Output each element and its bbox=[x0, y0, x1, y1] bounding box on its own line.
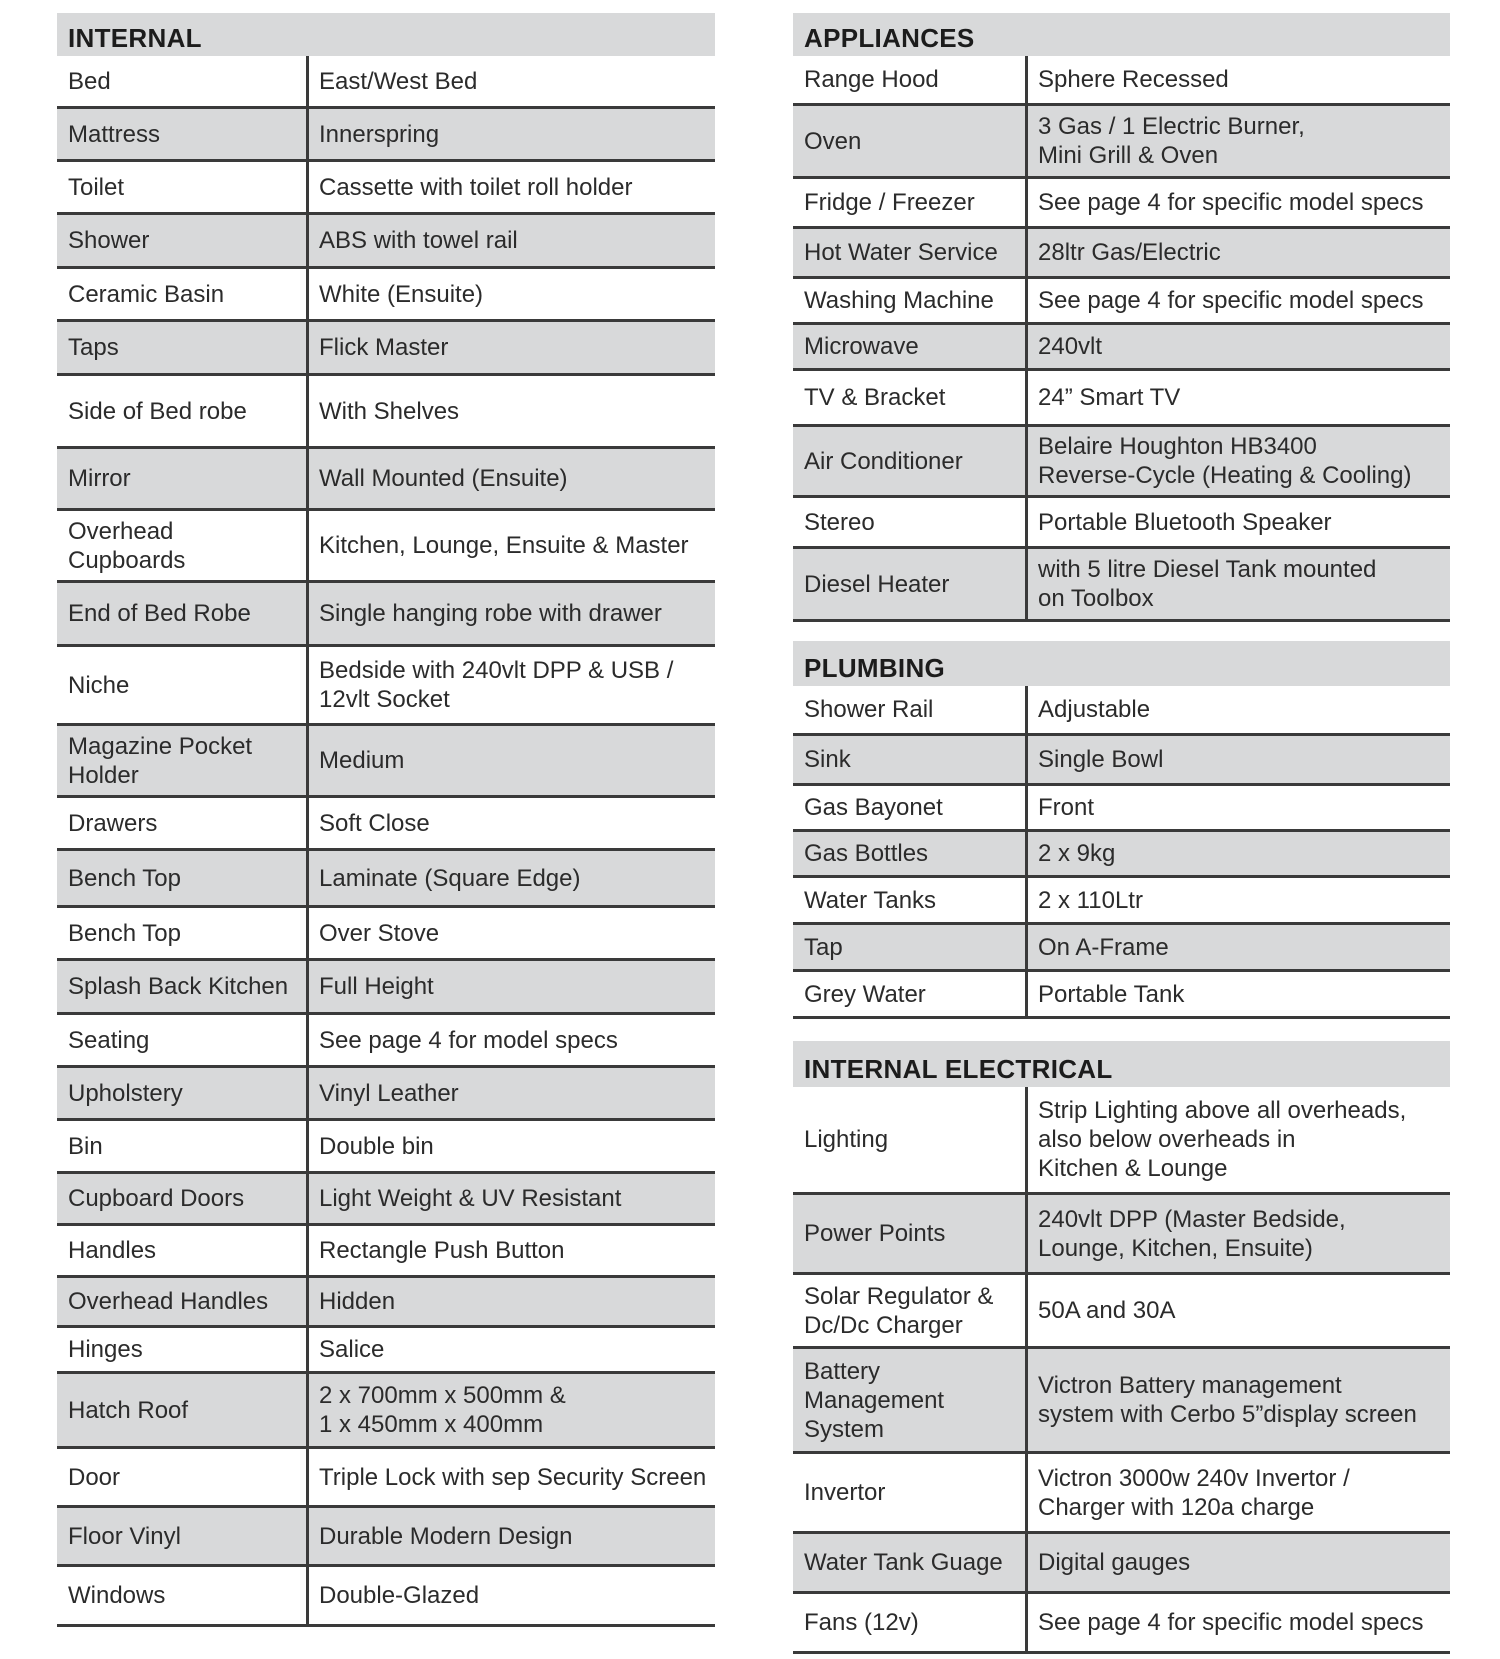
spec-value bbox=[1028, 427, 1450, 495]
spec-row-mirror bbox=[57, 449, 715, 511]
spec-value bbox=[1028, 686, 1450, 733]
spec-value bbox=[1028, 1087, 1450, 1192]
spec-label bbox=[793, 1594, 1028, 1651]
spec-row-tap bbox=[793, 925, 1450, 972]
spec-row-drawers bbox=[57, 798, 715, 851]
spec-label bbox=[57, 1278, 309, 1325]
spec-label-text: Bed bbox=[68, 67, 111, 95]
spec-value bbox=[309, 726, 715, 795]
spec-value bbox=[309, 1278, 715, 1325]
spec-label-text: Solar Regulator & Dc/Dc Charger bbox=[804, 1282, 994, 1339]
spec-value bbox=[309, 798, 715, 848]
spec-label bbox=[793, 878, 1028, 922]
spec-label bbox=[57, 798, 309, 848]
internal-section bbox=[57, 13, 715, 1627]
spec-row-fridge-freezer bbox=[793, 179, 1450, 229]
spec-label bbox=[793, 1349, 1028, 1451]
spec-value bbox=[309, 376, 715, 446]
spec-label bbox=[57, 1068, 309, 1118]
spec-value-text: 3 Gas / 1 Electric Burner, Mini Grill & Oven bbox=[1038, 113, 1305, 169]
spec-value-text: See page 4 for specific model specs bbox=[1038, 189, 1424, 216]
spec-label-text: Floor Vinyl bbox=[68, 1522, 181, 1550]
spec-value bbox=[309, 109, 715, 159]
spec-label-text: Fans (12v) bbox=[804, 1609, 919, 1636]
spec-value bbox=[309, 1449, 715, 1505]
spec-label-text: Niche bbox=[68, 671, 130, 699]
spec-label bbox=[793, 498, 1028, 546]
spec-label bbox=[793, 279, 1028, 322]
spec-value bbox=[1028, 972, 1450, 1016]
spec-value-text: Over Stove bbox=[319, 919, 440, 947]
spec-label-text: Upholstery bbox=[68, 1079, 183, 1107]
spec-label bbox=[793, 325, 1028, 368]
spec-row-splash-back-kitchen bbox=[57, 961, 715, 1015]
spec-row-overhead-handles bbox=[57, 1278, 715, 1328]
spec-label bbox=[793, 1275, 1028, 1346]
spec-label-text: Microwave bbox=[804, 333, 919, 360]
spec-value bbox=[1028, 1534, 1450, 1591]
spec-row-mattress bbox=[57, 109, 715, 162]
spec-label-text: Shower Rail bbox=[804, 696, 934, 723]
spec-value-text: with 5 litre Diesel Tank mounted on Toolbox bbox=[1038, 556, 1377, 612]
spec-value-text: Belaire Houghton HB3400 Reverse-Cycle (Heating & Cooling) bbox=[1038, 433, 1412, 489]
spec-value bbox=[309, 1121, 715, 1171]
spec-row-toilet bbox=[57, 162, 715, 215]
spec-row-shower bbox=[57, 215, 715, 269]
spec-value-text: Front bbox=[1038, 794, 1095, 821]
spec-label-text: TV & Bracket bbox=[804, 384, 946, 411]
spec-label bbox=[57, 109, 309, 159]
spec-value-text: Single hanging robe with drawer bbox=[319, 600, 662, 627]
spec-value-text: Single Bowl bbox=[1038, 746, 1164, 773]
spec-label-text: Mirror bbox=[68, 465, 131, 492]
spec-label bbox=[793, 106, 1028, 176]
spec-label-text: Invertor bbox=[804, 1479, 886, 1506]
spec-label bbox=[57, 1121, 309, 1171]
spec-value-text: ABS with towel rail bbox=[319, 227, 518, 254]
spec-value bbox=[1028, 229, 1450, 276]
spec-value-text: 240vlt bbox=[1038, 333, 1103, 360]
spec-row-stereo bbox=[793, 498, 1450, 549]
spec-label bbox=[793, 1195, 1028, 1272]
spec-label-text: Hatch Roof bbox=[68, 1396, 189, 1424]
spec-value-text: Kitchen, Lounge, Ensuite & Master bbox=[319, 532, 689, 559]
spec-value bbox=[1028, 549, 1450, 619]
spec-label bbox=[57, 1226, 309, 1275]
spec-row-bench-top bbox=[57, 908, 715, 961]
spec-value-text: On A-Frame bbox=[1038, 933, 1169, 961]
appliances-section bbox=[793, 13, 1450, 622]
spec-value bbox=[309, 1015, 715, 1065]
spec-label bbox=[57, 1508, 309, 1564]
spec-value bbox=[309, 851, 715, 905]
spec-row-upholstery bbox=[57, 1068, 715, 1121]
spec-value-text: East/West Bed bbox=[319, 67, 478, 95]
spec-row-hinges bbox=[57, 1328, 715, 1374]
spec-value-text: Bedside with 240vlt DPP & USB / 12vlt Socket bbox=[319, 657, 674, 713]
spec-label bbox=[57, 376, 309, 446]
spec-label bbox=[57, 56, 309, 106]
spec-label bbox=[793, 1454, 1028, 1531]
spec-label bbox=[793, 549, 1028, 619]
spec-label-text: Stereo bbox=[804, 508, 875, 536]
spec-value-text: Soft Close bbox=[319, 809, 430, 837]
spec-label bbox=[57, 1328, 309, 1371]
spec-label-text: Door bbox=[68, 1463, 121, 1491]
spec-label-text: Overhead Handles bbox=[68, 1288, 269, 1315]
spec-value-text: See page 4 for specific model specs bbox=[1038, 287, 1424, 314]
appliances-section-title: APPLIANCES bbox=[793, 13, 1450, 56]
spec-label-text: Bin bbox=[68, 1132, 103, 1160]
spec-label bbox=[57, 961, 309, 1012]
spec-value bbox=[1028, 1454, 1450, 1531]
spec-label-text: Range Hood bbox=[804, 66, 939, 93]
spec-label bbox=[793, 371, 1028, 424]
spec-value-text: Vinyl Leather bbox=[319, 1079, 459, 1107]
spec-row-end-of-bed-robe bbox=[57, 583, 715, 647]
spec-value bbox=[309, 1068, 715, 1118]
spec-label bbox=[57, 908, 309, 958]
spec-value bbox=[309, 1174, 715, 1223]
spec-value-text: Light Weight & UV Resistant bbox=[319, 1185, 622, 1212]
spec-row-oven bbox=[793, 106, 1450, 179]
spec-label bbox=[793, 56, 1028, 103]
spec-label-text: Shower bbox=[68, 227, 150, 254]
spec-label bbox=[57, 1015, 309, 1065]
spec-value bbox=[1028, 786, 1450, 829]
spec-value-text: Triple Lock with sep Security Screen bbox=[319, 1463, 707, 1491]
spec-row-diesel-heater bbox=[793, 549, 1450, 622]
spec-label-text: Power Points bbox=[804, 1220, 946, 1247]
spec-value bbox=[309, 1226, 715, 1275]
spec-value bbox=[1028, 56, 1450, 103]
spec-row-lighting bbox=[793, 1087, 1450, 1195]
spec-value bbox=[1028, 878, 1450, 922]
spec-label-text: Fridge / Freezer bbox=[804, 189, 975, 216]
spec-label bbox=[57, 1449, 309, 1505]
spec-value bbox=[309, 647, 715, 723]
spec-label-text: Battery Management System bbox=[804, 1357, 945, 1443]
spec-value bbox=[309, 961, 715, 1012]
spec-row-overhead-cupboards bbox=[57, 511, 715, 583]
spec-row-ceramic-basin bbox=[57, 269, 715, 322]
spec-value bbox=[1028, 832, 1450, 875]
spec-label bbox=[793, 179, 1028, 226]
spec-value-text: Strip Lighting above all overheads, also below overheads in Kitchen & Lounge bbox=[1038, 1097, 1407, 1182]
spec-value-text: Portable Bluetooth Speaker bbox=[1038, 508, 1332, 536]
spec-value-text: Medium bbox=[319, 747, 405, 774]
spec-value-text: Wall Mounted (Ensuite) bbox=[319, 465, 568, 492]
spec-label bbox=[57, 1174, 309, 1223]
spec-value-text: Durable Modern Design bbox=[319, 1522, 573, 1550]
spec-label-text: Mattress bbox=[68, 120, 161, 148]
spec-label bbox=[57, 583, 309, 644]
spec-row-taps bbox=[57, 322, 715, 376]
spec-row-windows bbox=[57, 1567, 715, 1627]
spec-label-text: Water Tanks bbox=[804, 886, 937, 914]
spec-value bbox=[1028, 371, 1450, 424]
spec-value-text: See page 4 for model specs bbox=[319, 1026, 618, 1054]
spec-value bbox=[309, 215, 715, 266]
spec-row-battery-management-system bbox=[793, 1349, 1450, 1454]
spec-label-text: Magazine Pocket Holder bbox=[68, 732, 253, 789]
spec-label-text: Diesel Heater bbox=[804, 570, 950, 598]
spec-label-text: Air Conditioner bbox=[804, 447, 963, 475]
spec-label-text: Splash Back Kitchen bbox=[68, 973, 289, 1000]
spec-label bbox=[57, 449, 309, 508]
spec-label-text: Tap bbox=[804, 933, 843, 961]
spec-value bbox=[309, 908, 715, 958]
spec-label-text: Hot Water Service bbox=[804, 239, 998, 266]
spec-row-power-points bbox=[793, 1195, 1450, 1275]
spec-row-gas-bayonet bbox=[793, 786, 1450, 832]
spec-label-text: Water Tank Guage bbox=[804, 1549, 1003, 1576]
spec-row-niche bbox=[57, 647, 715, 726]
spec-label bbox=[793, 832, 1028, 875]
spec-value bbox=[309, 511, 715, 580]
spec-label bbox=[57, 511, 309, 580]
spec-value bbox=[1028, 1195, 1450, 1272]
spec-value bbox=[1028, 498, 1450, 546]
spec-label bbox=[57, 726, 309, 795]
spec-value bbox=[309, 56, 715, 106]
spec-value bbox=[309, 1567, 715, 1624]
spec-value-text: Rectangle Push Button bbox=[319, 1237, 565, 1264]
spec-row-grey-water bbox=[793, 972, 1450, 1019]
spec-row-magazine-pocket-holder bbox=[57, 726, 715, 798]
spec-label-text: Bench Top bbox=[68, 919, 181, 947]
spec-value-text: 2 x 700mm x 500mm & 1 x 450mm x 400mm bbox=[319, 1382, 566, 1438]
spec-row-cupboard-doors bbox=[57, 1174, 715, 1226]
spec-value-text: 50A and 30A bbox=[1038, 1297, 1176, 1324]
spec-row-hot-water-service bbox=[793, 229, 1450, 279]
spec-value-text: White (Ensuite) bbox=[319, 280, 484, 308]
spec-value-text: Double-Glazed bbox=[319, 1582, 480, 1609]
spec-label bbox=[57, 1374, 309, 1446]
spec-label bbox=[793, 786, 1028, 829]
spec-label-text: Cupboard Doors bbox=[68, 1185, 245, 1212]
spec-row-air-conditioner bbox=[793, 427, 1450, 498]
spec-row-gas-bottles bbox=[793, 832, 1450, 878]
spec-label-text: Bench Top bbox=[68, 864, 181, 892]
spec-row-floor-vinyl bbox=[57, 1508, 715, 1567]
spec-row-handles bbox=[57, 1226, 715, 1278]
spec-row-bed bbox=[57, 56, 715, 109]
spec-label-text: Lighting bbox=[804, 1126, 889, 1153]
spec-value bbox=[309, 1374, 715, 1446]
spec-row-side-of-bed-robe bbox=[57, 376, 715, 449]
spec-label-text: Sink bbox=[804, 746, 851, 773]
spec-label-text: Grey Water bbox=[804, 980, 926, 1008]
spec-value-text: 240vlt DPP (Master Bedside, Lounge, Kitchen, Ensuite) bbox=[1038, 1205, 1346, 1262]
spec-value-text: Full Height bbox=[319, 973, 434, 1000]
spec-row-invertor bbox=[793, 1454, 1450, 1534]
spec-value-text: Salice bbox=[319, 1336, 385, 1363]
spec-label bbox=[57, 1567, 309, 1624]
spec-label-text: Hinges bbox=[68, 1336, 143, 1363]
spec-value bbox=[309, 583, 715, 644]
spec-value bbox=[309, 1328, 715, 1371]
spec-label-text: Side of Bed robe bbox=[68, 397, 247, 425]
internal-electrical-section bbox=[793, 1041, 1450, 1654]
spec-row-fans-12v bbox=[793, 1594, 1450, 1654]
spec-value bbox=[309, 162, 715, 212]
spec-label bbox=[793, 925, 1028, 969]
spec-value-text: Sphere Recessed bbox=[1038, 66, 1229, 93]
spec-label bbox=[793, 736, 1028, 783]
spec-label bbox=[57, 162, 309, 212]
spec-value-text: 2 x 9kg bbox=[1038, 840, 1116, 867]
spec-label bbox=[793, 427, 1028, 495]
spec-value-text: With Shelves bbox=[319, 397, 460, 425]
spec-label-text: Drawers bbox=[68, 809, 158, 837]
spec-value-text: Laminate (Square Edge) bbox=[319, 864, 581, 892]
electrical-section-title: INTERNAL ELECTRICAL bbox=[793, 1041, 1450, 1087]
spec-value bbox=[1028, 1349, 1450, 1451]
spec-row-bench-top bbox=[57, 851, 715, 908]
spec-label bbox=[57, 215, 309, 266]
spec-value-text: 28ltr Gas/Electric bbox=[1038, 239, 1221, 266]
spec-value bbox=[1028, 1275, 1450, 1346]
spec-row-solar-regulator-dc-dc-charger bbox=[793, 1275, 1450, 1349]
spec-label-text: Taps bbox=[68, 334, 119, 361]
spec-value-text: 24” Smart TV bbox=[1038, 384, 1181, 411]
spec-row-water-tanks bbox=[793, 878, 1450, 925]
spec-row-hatch-roof bbox=[57, 1374, 715, 1449]
spec-row-sink bbox=[793, 736, 1450, 786]
spec-label bbox=[57, 322, 309, 373]
spec-row-seating bbox=[57, 1015, 715, 1068]
spec-label-text: Handles bbox=[68, 1237, 157, 1264]
spec-label-text: Gas Bottles bbox=[804, 840, 929, 867]
spec-row-door bbox=[57, 1449, 715, 1508]
spec-value-text: Flick Master bbox=[319, 334, 449, 361]
spec-value-text: Victron Battery management system with Cerbo 5”display screen bbox=[1038, 1372, 1417, 1428]
spec-value bbox=[1028, 106, 1450, 176]
plumbing-section bbox=[793, 641, 1450, 1019]
spec-label bbox=[57, 851, 309, 905]
spec-value-text: See page 4 for specific model specs bbox=[1038, 1609, 1424, 1636]
spec-row-water-tank-guage bbox=[793, 1534, 1450, 1594]
spec-value bbox=[1028, 925, 1450, 969]
spec-label-text: Overhead Cupboards bbox=[68, 517, 186, 574]
spec-value bbox=[309, 269, 715, 319]
internal-section-title: INTERNAL bbox=[57, 13, 715, 56]
spec-row-bin bbox=[57, 1121, 715, 1174]
spec-label-text: Oven bbox=[804, 127, 862, 155]
spec-label-text: Toilet bbox=[68, 173, 125, 201]
spec-value-text: Digital gauges bbox=[1038, 1549, 1191, 1576]
spec-value-text: Double bin bbox=[319, 1132, 434, 1160]
spec-label bbox=[793, 686, 1028, 733]
spec-value bbox=[309, 1508, 715, 1564]
spec-label bbox=[793, 229, 1028, 276]
spec-label bbox=[57, 269, 309, 319]
spec-value-text: Cassette with toilet roll holder bbox=[319, 173, 633, 201]
spec-value-text: 2 x 110Ltr bbox=[1038, 886, 1143, 914]
spec-value-text: Portable Tank bbox=[1038, 980, 1185, 1008]
spec-value bbox=[1028, 279, 1450, 322]
spec-row-range-hood bbox=[793, 56, 1450, 106]
spec-label bbox=[57, 647, 309, 723]
spec-label-text: Seating bbox=[68, 1026, 150, 1054]
spec-value bbox=[309, 449, 715, 508]
spec-label-text: Ceramic Basin bbox=[68, 280, 225, 308]
spec-label bbox=[793, 1534, 1028, 1591]
spec-label-text: End of Bed Robe bbox=[68, 600, 251, 627]
spec-row-washing-machine bbox=[793, 279, 1450, 325]
spec-label-text: Washing Machine bbox=[804, 287, 994, 314]
plumbing-section-title: PLUMBING bbox=[793, 641, 1450, 686]
spec-row-shower-rail bbox=[793, 686, 1450, 736]
spec-label-text: Gas Bayonet bbox=[804, 794, 943, 821]
spec-value bbox=[1028, 736, 1450, 783]
spec-value bbox=[1028, 325, 1450, 368]
spec-row-tv-bracket bbox=[793, 371, 1450, 427]
spec-row-microwave bbox=[793, 325, 1450, 371]
spec-label-text: Windows bbox=[68, 1582, 166, 1609]
spec-value bbox=[309, 322, 715, 373]
spec-value-text: Hidden bbox=[319, 1288, 396, 1315]
spec-value bbox=[1028, 1594, 1450, 1651]
spec-value bbox=[1028, 179, 1450, 226]
spec-value-text: Adjustable bbox=[1038, 696, 1151, 723]
spec-label bbox=[793, 1087, 1028, 1192]
spec-value-text: Victron 3000w 240v Invertor / Charger with 120a charge bbox=[1038, 1464, 1350, 1521]
spec-label bbox=[793, 972, 1028, 1016]
spec-value-text: Innerspring bbox=[319, 120, 440, 148]
